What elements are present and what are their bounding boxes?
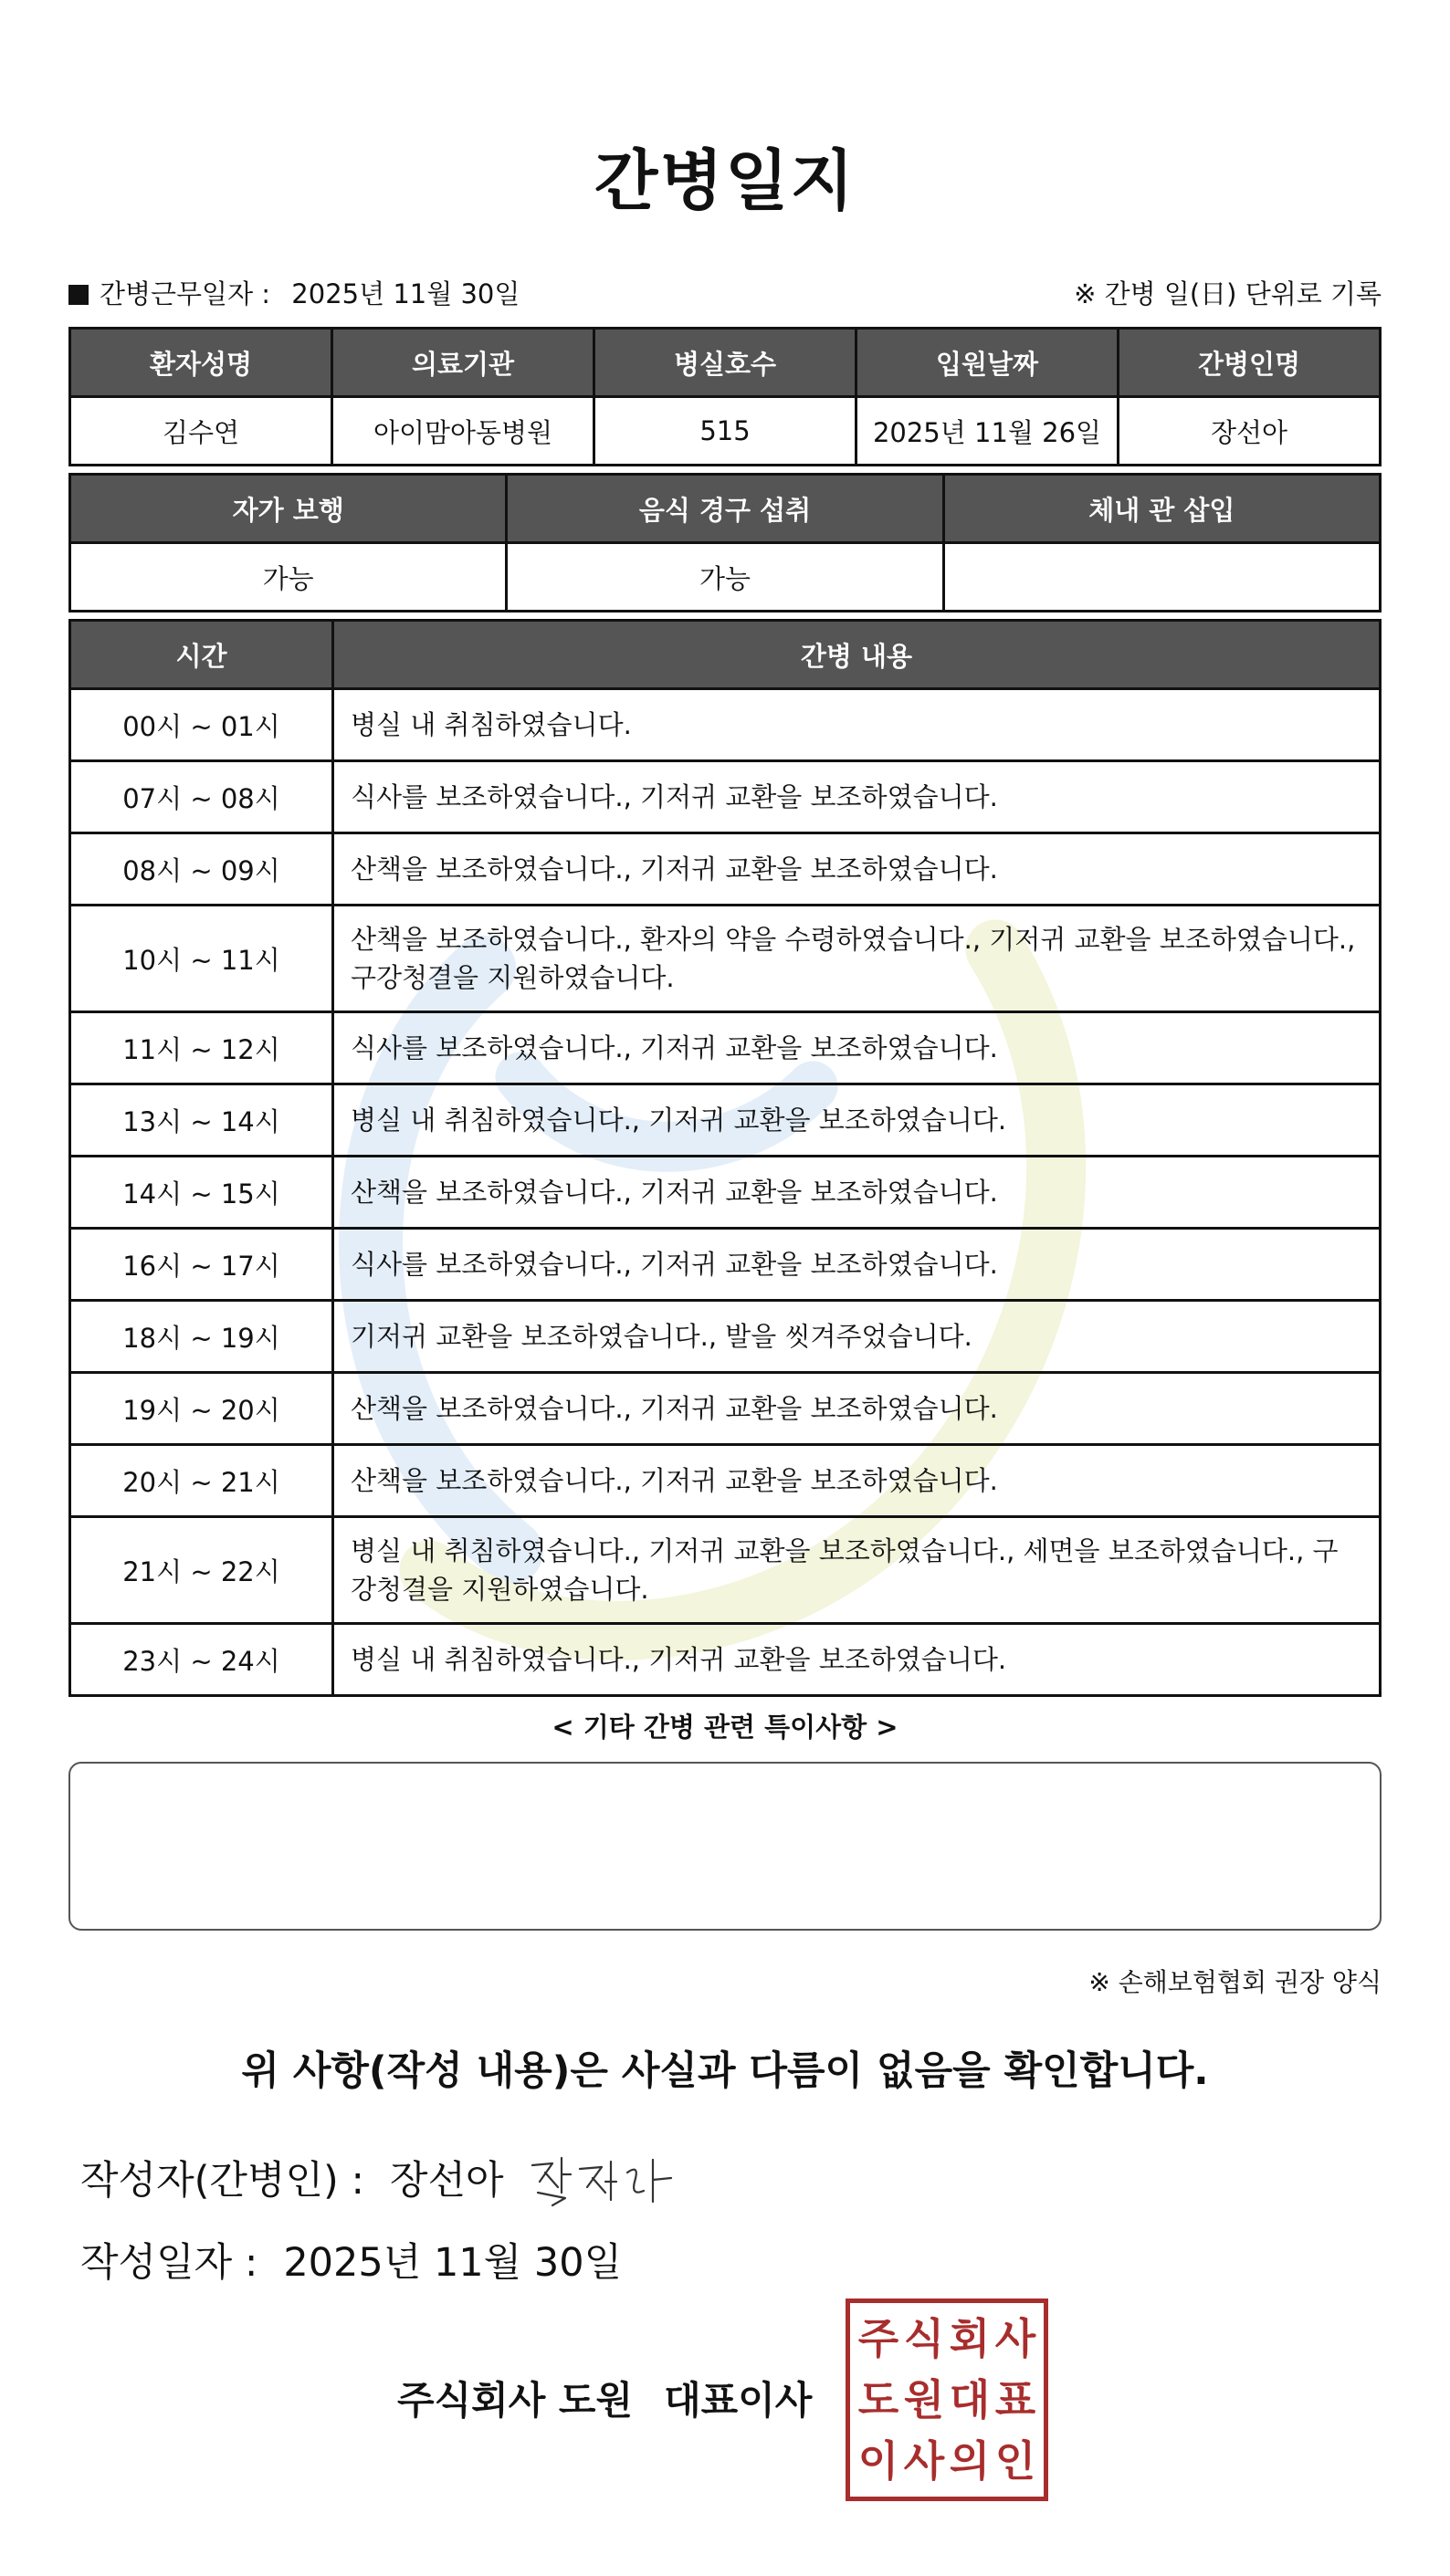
status-header-row (70, 475, 1381, 543)
table-row (70, 1517, 1381, 1624)
work-date-value: 2025년 11월 30일 (291, 278, 520, 309)
handwritten-signature (525, 2145, 680, 2209)
seal-char: 주 (857, 2314, 899, 2364)
log-content: 산책을 보조하였습니다., 기저귀 교환을 보조하였습니다. (333, 1157, 1381, 1229)
writer-label: 작성자(간병인) : (80, 2158, 364, 2204)
seal-char: 원 (903, 2374, 945, 2424)
hospital-name: 아이맘아동병원 (332, 397, 594, 466)
status-value-row (70, 543, 1381, 612)
seal-char: 식 (903, 2314, 945, 2364)
patient-value-row (70, 397, 1381, 466)
company-line (397, 2371, 812, 2425)
log-header-row (70, 621, 1381, 689)
seal-char: 사 (994, 2314, 1036, 2364)
log-time: 08시 ~ 09시 (70, 833, 333, 906)
log-time: 16시 ~ 17시 (70, 1229, 333, 1301)
log-content: 식사를 보조하였습니다., 기저귀 교환을 보조하였습니다. (333, 1012, 1381, 1084)
patient-name: 김수연 (70, 397, 332, 466)
company-ceo-title: 대표이사 (664, 2378, 813, 2423)
work-date (68, 274, 520, 311)
seal-char: 사 (903, 2435, 945, 2486)
patient-info-table (68, 327, 1382, 466)
log-time: 13시 ~ 14시 (70, 1084, 333, 1157)
table-row (70, 1373, 1381, 1445)
table-row (70, 1445, 1381, 1517)
admission-date: 2025년 11월 26일 (856, 397, 1119, 466)
log-content: 산책을 보조하였습니다., 기저귀 교환을 보조하였습니다. (333, 1445, 1381, 1517)
patient-header-row (70, 329, 1381, 397)
header-care-content: 간병 내용 (333, 621, 1381, 689)
header-oral-intake: 음식 경구 섭취 (507, 475, 943, 543)
table-row (70, 1229, 1381, 1301)
table-row (70, 1012, 1381, 1084)
header-patient-name: 환자성명 (70, 329, 332, 397)
written-date-line (80, 2232, 622, 2288)
log-time: 07시 ~ 08시 (70, 761, 333, 833)
log-content: 병실 내 취침하였습니다., 기저귀 교환을 보조하였습니다. (333, 1624, 1381, 1696)
header-time: 시간 (70, 621, 333, 689)
seal-char: 대 (949, 2374, 991, 2424)
table-row (70, 761, 1381, 833)
log-content: 산책을 보조하였습니다., 기저귀 교환을 보조하였습니다. (333, 1373, 1381, 1445)
header-room: 병실호수 (594, 329, 856, 397)
special-notes-title: < 기타 간병 관련 특이사항 > (552, 1712, 898, 1743)
work-date-label: 간병근무일자 : (100, 278, 271, 309)
header-tube-insertion: 체내 관 삽입 (943, 475, 1380, 543)
log-time: 21시 ~ 22시 (70, 1517, 333, 1624)
log-time: 18시 ~ 19시 (70, 1301, 333, 1373)
seal-char: 회 (949, 2314, 991, 2364)
log-time: 10시 ~ 11시 (70, 906, 333, 1012)
special-notes-box (68, 1762, 1382, 1931)
recommend-note: ※ 손해보험협회 권장 양식 (1088, 1967, 1382, 1997)
log-content: 병실 내 취침하였습니다., 기저귀 교환을 보조하였습니다. (333, 1084, 1381, 1157)
caregiver-name: 장선아 (1119, 397, 1381, 466)
written-date-label: 작성일자 : (80, 2240, 258, 2286)
log-content: 산책을 보조하였습니다., 환자의 약을 수령하였습니다., 기저귀 교환을 보조하였습니다., 구강청결을 지원하였습니다. (333, 906, 1381, 1012)
table-row (70, 689, 1381, 761)
company-name: 주식회사 도원 (397, 2378, 634, 2423)
written-date-value: 2025년 11월 30일 (283, 2240, 623, 2286)
seal-char: 표 (994, 2374, 1036, 2424)
header-admission-date: 입원날짜 (856, 329, 1119, 397)
oral-intake-value: 가능 (507, 543, 943, 612)
patient-status-table (68, 473, 1382, 613)
header-self-walking: 자가 보행 (70, 475, 507, 543)
tube-insertion-value (943, 543, 1380, 612)
table-row (70, 1157, 1381, 1229)
seal-char: 의 (949, 2435, 991, 2486)
table-row (70, 1624, 1381, 1696)
table-row (70, 1301, 1381, 1373)
writer-line (80, 2150, 504, 2205)
log-content: 기저귀 교환을 보조하였습니다., 발을 씻겨주었습니다. (333, 1301, 1381, 1373)
table-row (70, 833, 1381, 906)
seal-char: 도 (857, 2374, 899, 2424)
unit-note: ※ 간병 일(日) 단위로 기록 (1074, 278, 1382, 309)
care-log-table (68, 619, 1382, 1697)
seal-char: 인 (994, 2435, 1036, 2486)
log-time: 00시 ~ 01시 (70, 689, 333, 761)
log-time: 14시 ~ 15시 (70, 1157, 333, 1229)
log-content: 병실 내 취침하였습니다., 기저귀 교환을 보조하였습니다., 세면을 보조하였습니다., 구강청결을 지원하였습니다. (333, 1517, 1381, 1624)
table-row (70, 1084, 1381, 1157)
log-content: 식사를 보조하였습니다., 기저귀 교환을 보조하였습니다. (333, 1229, 1381, 1301)
company-seal-stamp (846, 2299, 1048, 2501)
log-content: 병실 내 취침하였습니다. (333, 689, 1381, 761)
work-date-row (68, 274, 1382, 314)
log-time: 20시 ~ 21시 (70, 1445, 333, 1517)
seal-char: 이 (857, 2435, 899, 2486)
writer-name: 장선아 (389, 2158, 504, 2204)
square-bullet-icon (68, 285, 89, 305)
log-time: 11시 ~ 12시 (70, 1012, 333, 1084)
self-walking-value: 가능 (70, 543, 507, 612)
room-number: 515 (594, 397, 856, 466)
header-hospital: 의료기관 (332, 329, 594, 397)
log-time: 23시 ~ 24시 (70, 1624, 333, 1696)
table-row (70, 906, 1381, 1012)
log-content: 산책을 보조하였습니다., 기저귀 교환을 보조하였습니다. (333, 833, 1381, 906)
document-title: 간병일지 (594, 142, 856, 219)
header-caregiver: 간병인명 (1119, 329, 1381, 397)
confirmation-statement: 위 사항(작성 내용)은 사실과 다름이 없음을 확인합니다. (241, 2048, 1209, 2094)
log-content: 식사를 보조하였습니다., 기저귀 교환을 보조하였습니다. (333, 761, 1381, 833)
log-time: 19시 ~ 20시 (70, 1373, 333, 1445)
